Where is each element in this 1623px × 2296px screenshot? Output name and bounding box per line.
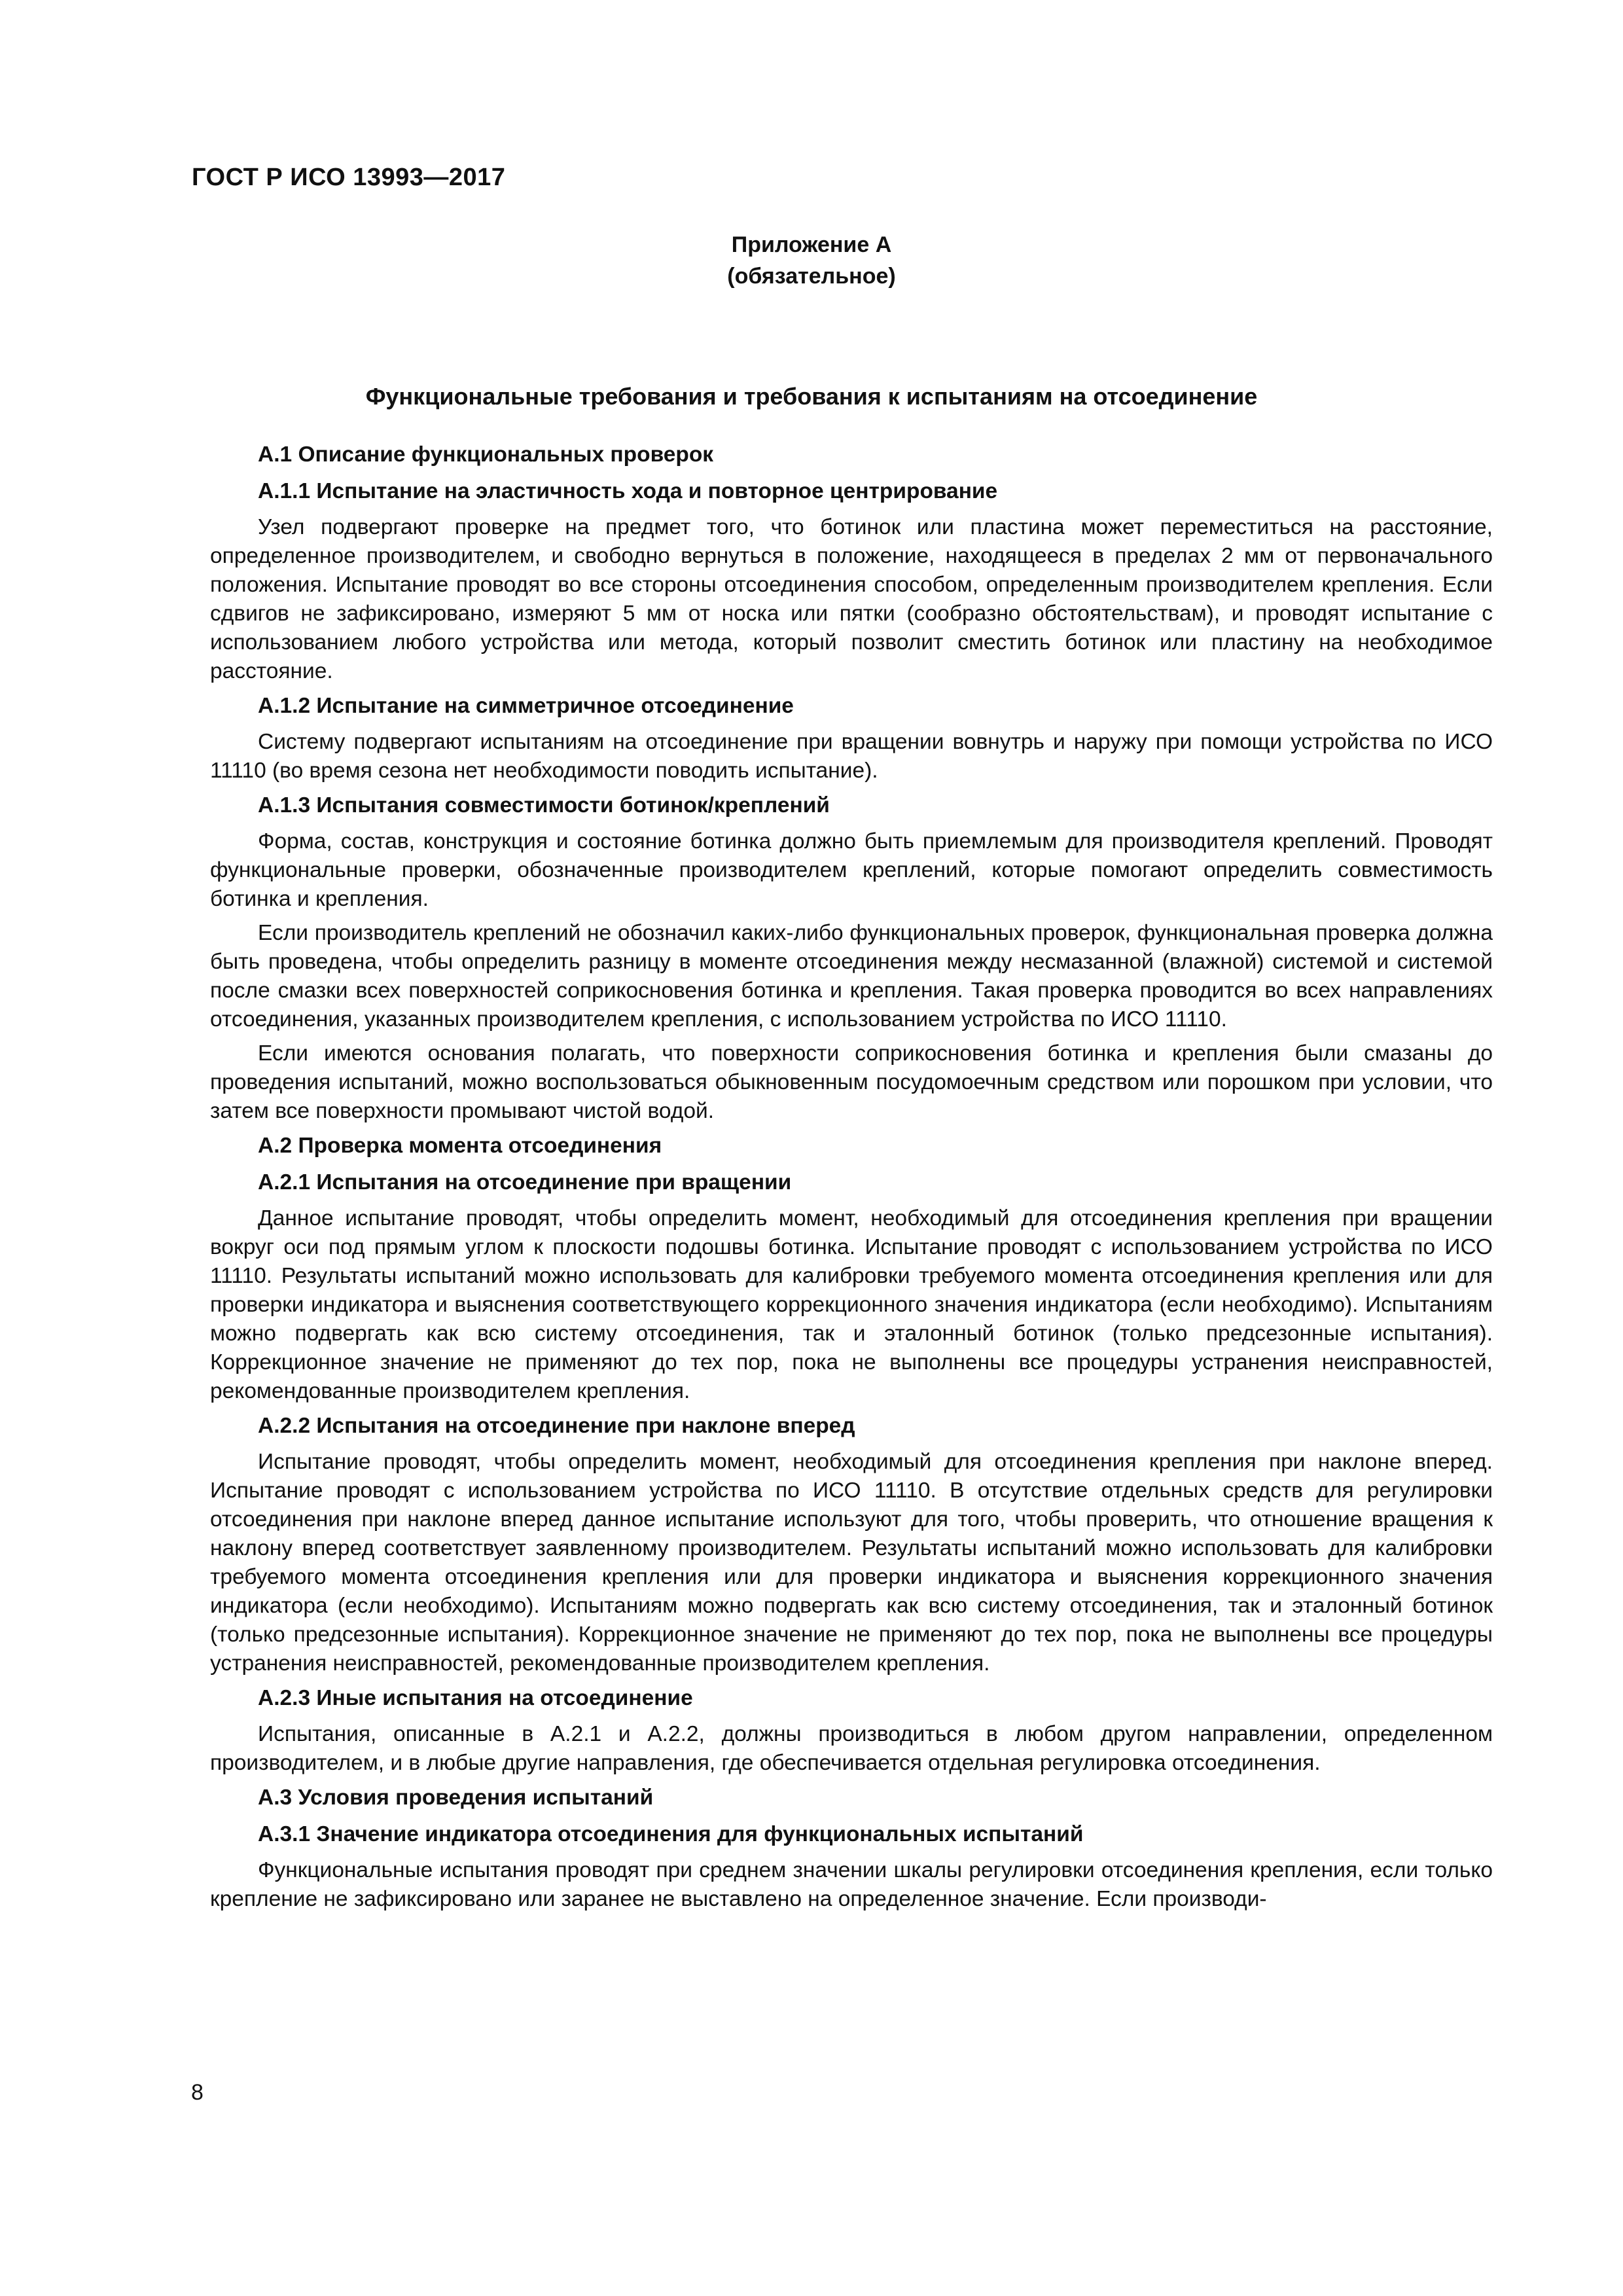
paragraph-a1-3-3: Если имеются основания полагать, что поверхности соприкосновения ботинка и крепления были смазаны до проведения испытаний, можно воспользоваться обыкновенным посудомоечным средством или порошком при условии, что затем все поверхности промывают чистой водой.: [210, 1041, 1493, 1123]
section-heading-a3-1: А.3.1 Значение индикатора отсоединения для функциональных испытаний: [258, 1822, 1084, 1846]
annex-status: (обязательное): [727, 264, 896, 289]
section-heading-a2-2: А.2.2 Испытания на отсоединение при наклоне вперед: [258, 1414, 855, 1438]
paragraph-a2-3: Испытания, описанные в А.2.1 и А.2.2, должны производиться в любом другом направлении, определенном производителем, и в любые другие направления, где обеспечивается отдельная регулировка отсоединения.: [210, 1722, 1493, 1775]
section-heading-a1-3: А.1.3 Испытания совместимости ботинок/креплений: [258, 793, 830, 817]
section-heading-a2-3: А.2.3 Иные испытания на отсоединение: [258, 1686, 693, 1710]
section-heading-a2: А.2 Проверка момента отсоединения: [258, 1134, 662, 1158]
paragraph-a2-2: Испытание проводят, чтобы определить момент, необходимый для отсоединения крепления при наклоне вперед. Испытание проводят с использованием устройства по ИСО 11110. В отсутствие отдельных средств для регулировки отсоединения при наклоне вперед данное испытание используют для того, чтобы проверить, что отношение вращения к наклону вперед соответствует заявленному производителем. Результаты испытаний можно использовать для калибровки требуемого момента отсоединения крепления или для проверки индикатора и выяснения коррекционного значения индикатора (если необходимо). Испытаниям можно подвергать как всю систему отсоединения, так и эталонный ботинок (только предсезонные испытания). Коррекционное значение не применяют до тех пор, пока не выполнены все процедуры устранения неисправностей, рекомендованные производителем крепления.: [210, 1450, 1493, 1676]
paragraph-a1-2: Систему подвергают испытаниям на отсоединение при вращении вовнутрь и наружу при помощи устройства по ИСО 11110 (во время сезона нет необходимости поводить испытание).: [210, 730, 1493, 783]
paragraph-a1-3-1: Форма, состав, конструкция и состояние ботинка должно быть приемлемым для производителя креплений. Проводят функциональные проверки, обозначенные производителем креплений, которые помогают определить совместимость ботинка и крепления.: [210, 829, 1493, 911]
section-heading-a1-1: А.1.1 Испытание на эластичность хода и повторное центрирование: [258, 479, 998, 503]
annex-title: Функциональные требования и требования к испытаниям на отсоединение: [365, 383, 1258, 410]
paragraph-a1-3-2: Если производитель креплений не обозначил каких-либо функциональных проверок, функциональная проверка должна быть проведена, чтобы определить разницу в моменте отсоединения между несмазанной (влажной) системой и системой после смазки всех поверхностей соприкосновения ботинка и крепления. Такая проверка проводится во всех направлениях отсоединения, указанных производителем крепления, с использованием устройства по ИСО 11110.: [210, 921, 1493, 1031]
annex-heading: [0, 229, 1623, 292]
annex-label: Приложение А: [731, 232, 892, 257]
section-heading-a3: А.3 Условия проведения испытаний: [258, 1785, 654, 1810]
section-heading-a1-2: А.1.2 Испытание на симметричное отсоединение: [258, 694, 794, 718]
document-code: ГОСТ Р ИСО 13993—2017: [192, 164, 506, 191]
section-heading-a2-1: А.2.1 Испытания на отсоединение при вращении: [258, 1170, 792, 1194]
paragraph-a2-1: Данное испытание проводят, чтобы определить момент, необходимый для отсоединения крепления при вращении вокруг оси под прямым углом к плоскости подошвы ботинка. Испытание проводят с использованием устройства по ИСО 11110. Результаты испытаний можно использовать для калибровки требуемого момента отсоединения крепления или для проверки индикатора и выяснения соответствующего коррекционного значения индикатора (если необходимо). Испытаниям можно подвергать как всю систему отсоединения, так и эталонный ботинок (только предсезонные испытания). Коррекционное значение не применяют до тех пор, пока не выполнены все процедуры устранения неисправностей, рекомендованные производителем крепления.: [210, 1206, 1493, 1403]
paragraph-a3-1: Функциональные испытания проводят при среднем значении шкалы регулировки отсоединения крепления, если только крепление не зафиксировано или заранее не выставлено на определенное значение. Если производи-: [210, 1858, 1493, 1911]
document-body: [210, 440, 1493, 1919]
page-number: 8: [191, 2080, 204, 2105]
paragraph-a1-1: Узел подвергают проверке на предмет того, что ботинок или пластина может переместиться на расстояние, определенное производителем, и свободно вернуться в положение, находящееся в пределах 2 мм от первоначального положения. Испытание проводят во все стороны отсоединения способом, определенным производителем крепления. Если сдвигов не зафиксировано, измеряют 5 мм от носка или пятки (сообразно обстоятельствам), и проводят испытание с использованием любого устройства или метода, который позволит сместить ботинок или пластину на необходимое расстояние.: [210, 515, 1493, 683]
section-heading-a1: А.1 Описание функциональных проверок: [258, 442, 714, 467]
